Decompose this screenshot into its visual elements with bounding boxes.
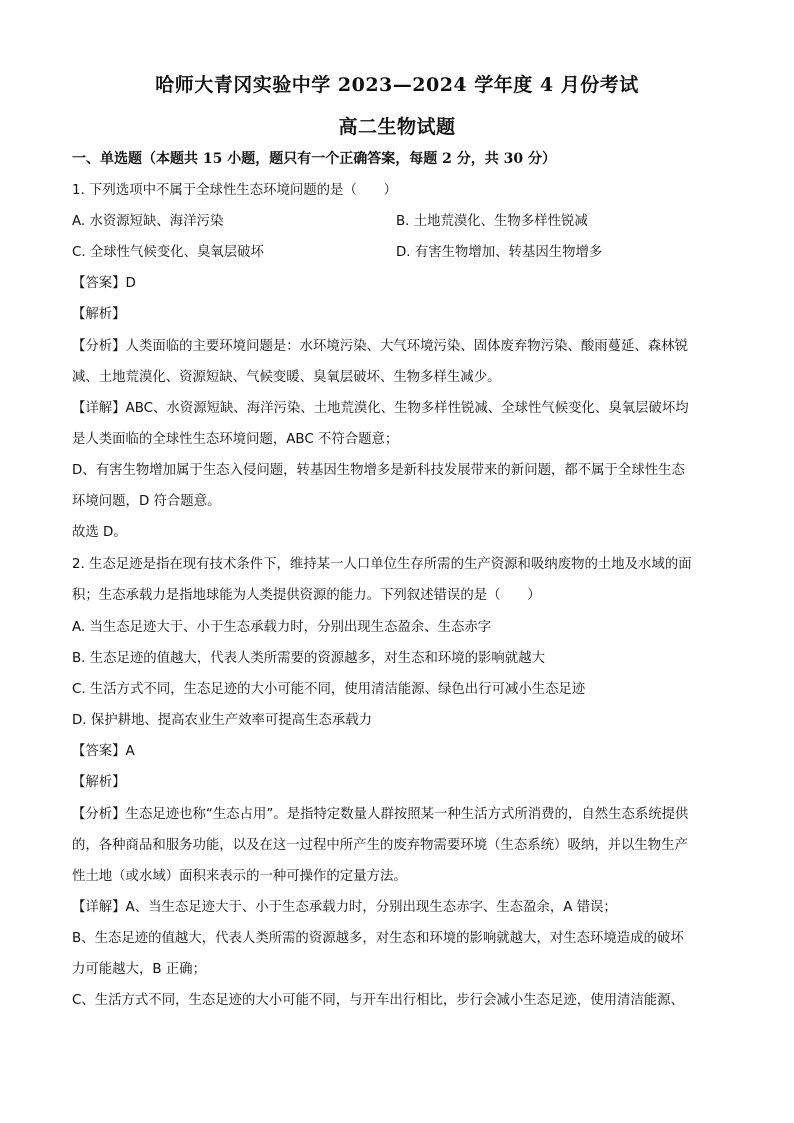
q2-xiangjie-line: 【详解】A、当生态足迹大于、小于生态承载力时，分别出现生态赤字、生态盈余，A 错误；	[72, 900, 617, 915]
q2-stem-line: 2. 生态足迹是指在现有技术条件下，维持某一人口单位生存所需的生产资源和吸纳废物的土地及水域的面	[72, 557, 692, 572]
q2-answer: 【答案】A	[72, 744, 135, 759]
q2-xiangjie-line: 力可能越大，B 正确；	[72, 962, 206, 977]
q1-xiangjie-line: 【详解】ABC、水资源短缺、海洋污染、土地荒漠化、生物多样性锐减、全球性气候变化、臭氧层破坏均	[72, 401, 689, 416]
q2-xiangjie-line: C、生活方式不同，生态足迹的大小可能不同，与开车出行相比，步行会减小生态足迹，使用清洁能源、	[72, 993, 684, 1008]
q2-option-d: D. 保护耕地、提高农业生产效率可提高生态承载力	[72, 713, 373, 728]
exam-subtitle: 高二生物试题	[338, 116, 456, 138]
q1-answer: 【答案】D	[72, 276, 136, 291]
q1-option-d: D. 有害生物增加、转基因生物增多	[396, 245, 603, 260]
q2-fenxi-line: 【分析】生态足迹也称“生态占用”。是指特定数量人群按照某一种生活方式所消费的，自然生态系统提供	[72, 807, 689, 822]
q1-fenxi-line: 减、土地荒漠化、资源短缺、气候变暖、臭氧层破坏、生物多样生减少。	[72, 370, 501, 385]
q1-xiangjie-line: 环境问题，D 符合题意。	[72, 494, 221, 509]
q1-option-c: C. 全球性气候变化、臭氧层破坏	[72, 245, 264, 260]
q1-option-b: B. 土地荒漠化、生物多样性锐减	[396, 214, 588, 229]
q1-analysis-label: 【解析】	[72, 307, 126, 322]
q2-option-b: B. 生态足迹的值越大，代表人类所需要的资源越多，对生态和环境的影响就越大	[72, 651, 545, 666]
q1-option-a: A. 水资源短缺、海洋污染	[72, 214, 224, 229]
q2-stem-line: 积；生态承载力是指地球能为人类提供资源的能力。下列叙述错误的是（ ）	[72, 588, 541, 603]
q2-option-c: C. 生活方式不同，生态足迹的大小可能不同，使用清洁能源、绿色出行可减小生态足迹	[72, 682, 586, 697]
exam-title: 哈师大青冈实验中学 2023—2024 学年度 4 月份考试	[155, 74, 639, 96]
q1-fenxi-line: 【分析】人类面临的主要环境问题是：水环境污染、大气环境污染、固体废弃物污染、酸雨蔓延、森林锐	[72, 339, 688, 354]
q2-xiangjie-line: B、生态足迹的值越大，代表人类所需的资源越多，对生态和环境的影响就越大，对生态环境造成的破坏	[72, 931, 684, 946]
q2-fenxi-line: 的，各种商品和服务功能，以及在这一过程中所产生的废弃物需要环境（生态系统）吸纳，并以生物生产	[72, 838, 688, 853]
q2-fenxi-line: 性土地（或水域）面积来表示的一种可操作的定量方法。	[72, 869, 407, 884]
q1-stem: 1. 下列选项中不属于全球性生态环境问题的是（ ）	[72, 183, 398, 198]
q2-option-a: A. 当生态足迹大于、小于生态承载力时，分别出现生态盈余、生态赤字	[72, 620, 492, 635]
q1-xiangjie-line: 是人类面临的全球性生态环境问题，ABC 不符合题意；	[72, 432, 399, 447]
section-heading: 一、单选题（本题共 15 小题，题只有一个正确答案，每题 2 分，共 30 分）	[72, 151, 556, 167]
q1-xiangjie-line: D、有害生物增加属于生态入侵问题，转基因生物增多是新科技发展带来的新问题，都不属于全球性生态	[72, 463, 685, 478]
q2-analysis-label: 【解析】	[72, 775, 126, 790]
q1-conclusion: 故选 D。	[72, 525, 127, 540]
